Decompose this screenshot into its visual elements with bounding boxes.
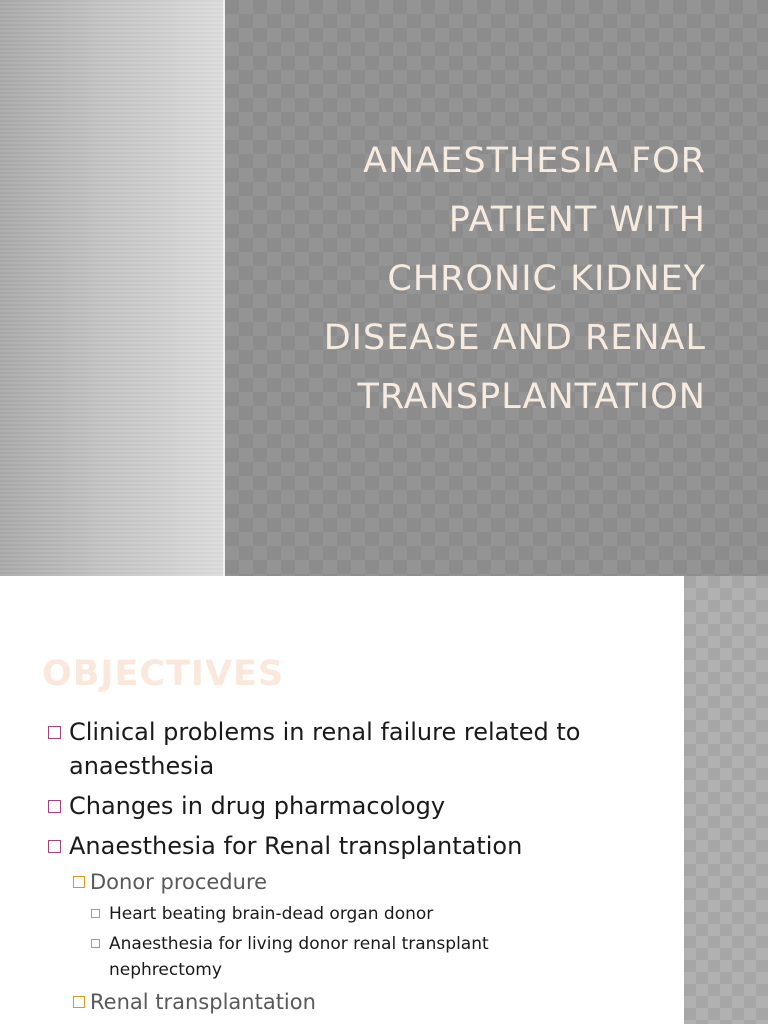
list-item [91,931,489,983]
title-line: CHRONIC KIDNEY [387,259,706,299]
title-line: TRANSPLANTATION [357,377,706,417]
list-item-text: Changes in drug pharmacology [69,792,446,820]
hollow-square-bullet-icon [91,909,100,918]
list-item-text: Anaesthesia for living donor renal transplant [109,934,489,954]
list-item [73,867,267,897]
objectives-heading: OBJECTIVES [42,654,285,694]
list-item [48,715,581,783]
list-item-text: nephrectomy [109,960,222,980]
hollow-square-bullet-icon [48,800,61,813]
list-item-text: Renal transplantation [90,990,316,1014]
list-item [73,987,316,1017]
hollow-square-bullet-icon [48,726,61,739]
title-line: ANAESTHESIA FOR [363,141,706,181]
hollow-square-bullet-icon [48,840,61,853]
objectives-slide-side-strip [684,576,768,1024]
hollow-square-bullet-icon [73,996,85,1008]
list-item [91,901,433,927]
title-line: DISEASE AND RENAL [323,318,706,358]
list-item [48,789,445,823]
list-item-text: anaesthesia [69,752,215,780]
title-slide-left-panel [0,0,223,576]
hollow-square-bullet-icon [91,939,100,948]
list-item-text: Anaesthesia for Renal transplantation [69,832,523,860]
title-line: PATIENT WITH [448,200,706,240]
slide-title [266,132,706,427]
list-item [48,829,522,863]
list-item-text: Heart beating brain-dead organ donor [109,904,434,924]
list-item-text: Donor procedure [90,870,268,894]
hollow-square-bullet-icon [73,876,85,888]
objectives-slide [0,576,768,1024]
list-item-text: Clinical problems in renal failure related to [69,718,581,746]
